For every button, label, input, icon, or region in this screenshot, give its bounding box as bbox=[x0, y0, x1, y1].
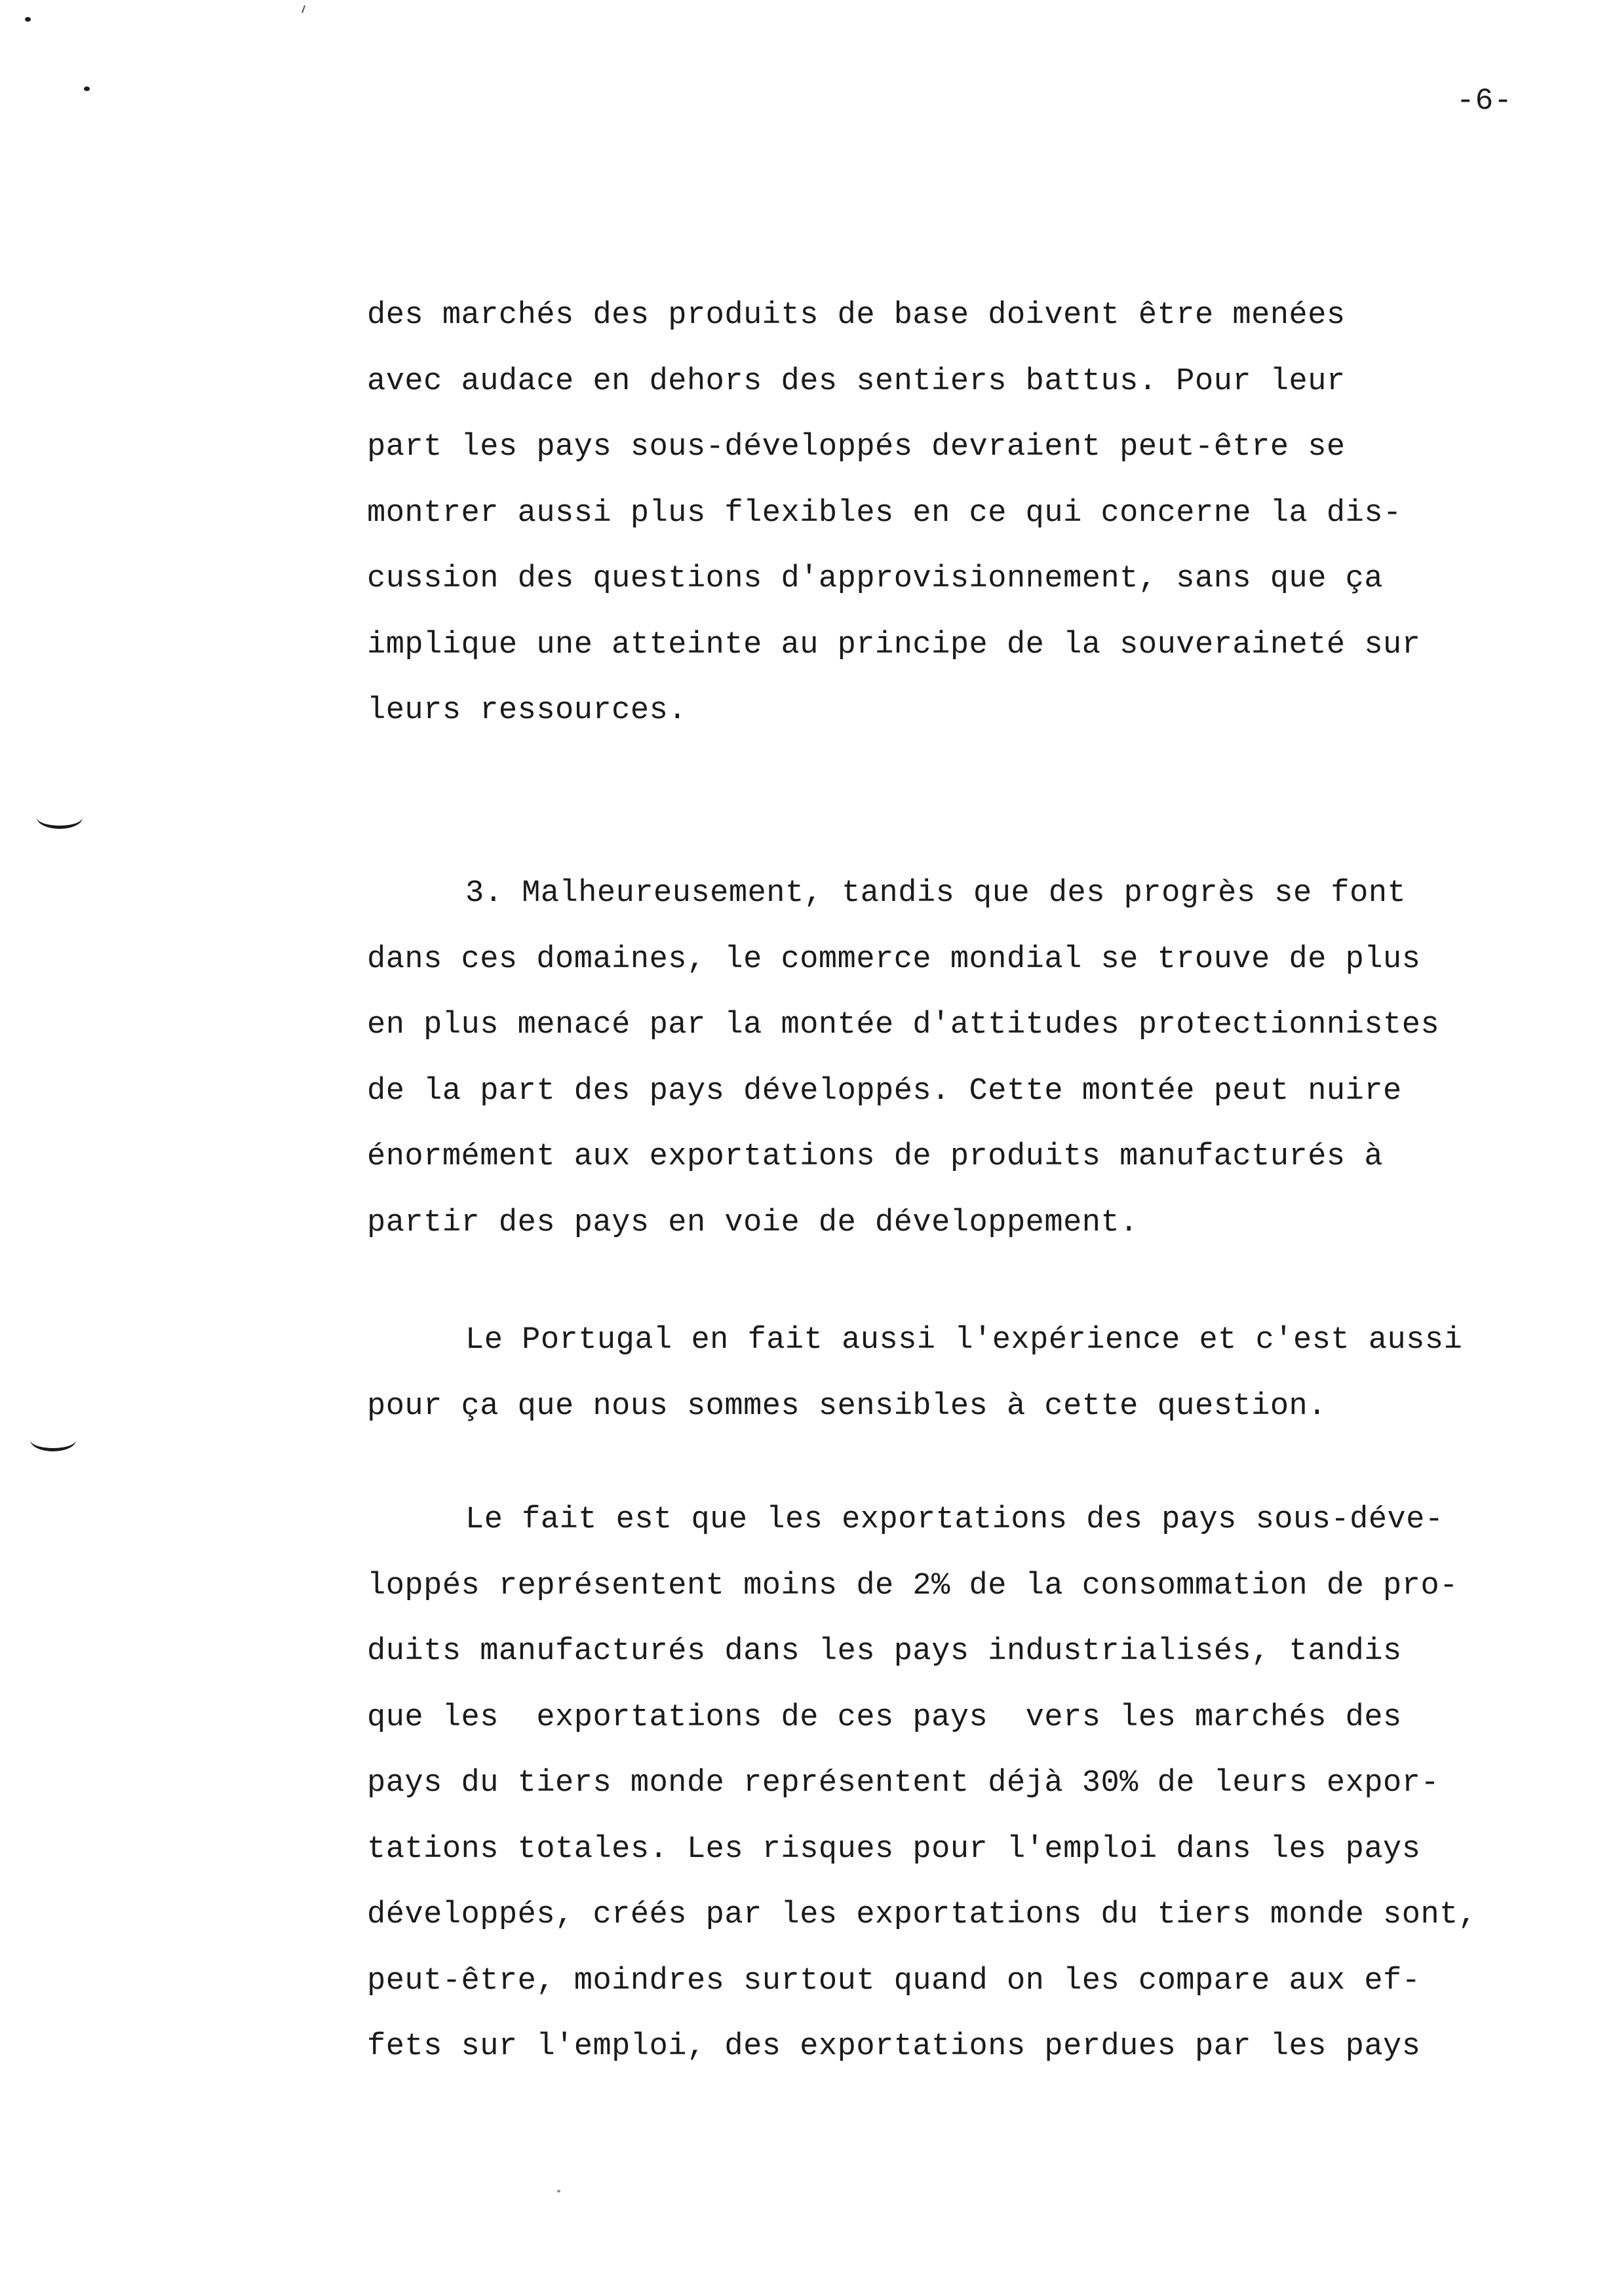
paragraph-4 bbox=[367, 1487, 1586, 2080]
text-line: Le fait est que les exportations des pays sous-déve- bbox=[465, 1502, 1444, 1537]
text-line: duits manufacturés dans les pays industrialisés, tandis bbox=[367, 1634, 1402, 1669]
text-line: loppés représentent moins de 2% de la consommation de pro- bbox=[367, 1568, 1458, 1603]
text-line: énormément aux exportations de produits manufacturés à bbox=[367, 1139, 1384, 1174]
text-line: fets sur l'emploi, des exportations perdues par les pays bbox=[367, 2029, 1421, 2064]
text-line: part les pays sous-développés devraient peut-être se bbox=[367, 430, 1346, 465]
text-line: cussion des questions d'approvisionnement, sans que ça bbox=[367, 562, 1384, 596]
scan-mark-bottom bbox=[557, 2190, 560, 2192]
text-line: leurs ressources. bbox=[367, 693, 687, 728]
text-line: peut-être, moindres surtout quand on les compare aux ef- bbox=[367, 1963, 1421, 1999]
text-line: implique une atteinte au principe de la souveraineté sur bbox=[367, 627, 1421, 662]
text-line: de la part des pays développés. Cette montée peut nuire bbox=[367, 1073, 1402, 1109]
text-line: en plus menacé par la montée d'attitudes protectionnistes bbox=[367, 1008, 1440, 1043]
text-line: tations totales. Les risques pour l'emploi dans les pays bbox=[367, 1831, 1421, 1867]
scan-mark-dot bbox=[84, 86, 90, 91]
text-line: des marchés des produits de base doivent être menées bbox=[367, 298, 1346, 333]
text-line: 3. Malheureusement, tandis que des progrès se font bbox=[465, 876, 1407, 911]
margin-bracket-mark-2 bbox=[30, 1428, 76, 1451]
margin-bracket-mark-1 bbox=[37, 806, 83, 829]
text-line: Le Portugal en fait aussi l'expérience et c'est aussi bbox=[465, 1323, 1463, 1358]
text-line: montrer aussi plus flexibles en ce qui concerne la dis- bbox=[367, 495, 1402, 531]
text-line: que les exportations de ces pays vers les marchés des bbox=[367, 1700, 1402, 1735]
text-line: développés, créés par les exportations du tiers monde sont, bbox=[367, 1898, 1477, 1932]
paragraph-3 bbox=[367, 1308, 1586, 1440]
text-line: partir des pays en voie de développement. bbox=[367, 1205, 1138, 1240]
text-line: dans ces domaines, le commerce mondial se trouve de plus bbox=[367, 942, 1421, 977]
page-number: -6- bbox=[1456, 84, 1513, 118]
text-line: pays du tiers monde représentent déjà 30% de leurs expor- bbox=[367, 1766, 1440, 1801]
scan-mark-top bbox=[302, 5, 305, 13]
paragraph-1 bbox=[367, 283, 1586, 744]
text-line: pour ça que nous sommes sensibles à cette question. bbox=[367, 1388, 1327, 1424]
paragraph-2 bbox=[367, 861, 1586, 1256]
text-line: avec audace en dehors des sentiers battus. Pour leur bbox=[367, 364, 1346, 399]
scan-mark-top-left bbox=[25, 17, 31, 22]
